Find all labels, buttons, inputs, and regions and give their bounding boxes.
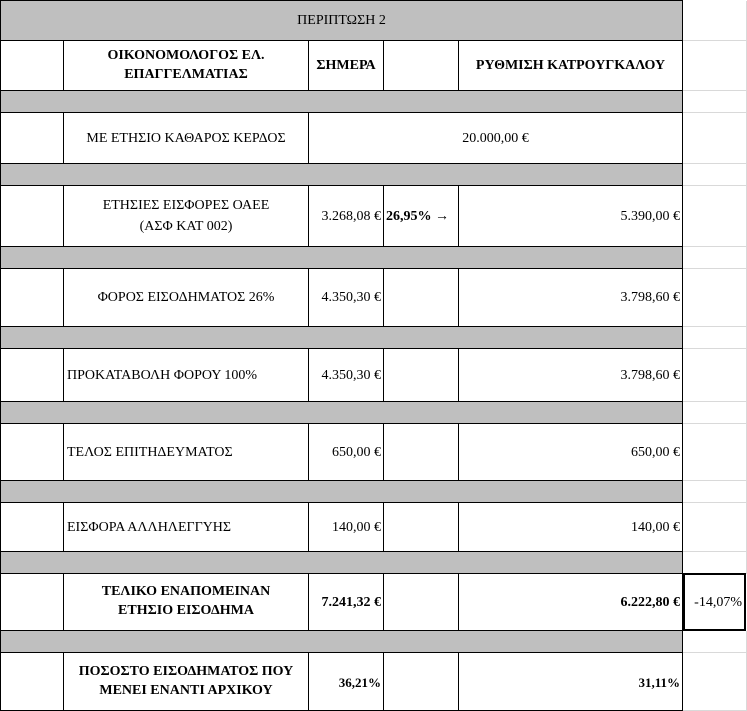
prepayment-label: ΠΡΟΚΑΤΑΒΟΛΗ ΦΟΡΟΥ 100% — [64, 349, 309, 402]
empty-cell — [683, 631, 747, 653]
separator-row — [1, 552, 683, 574]
empty-cell — [683, 653, 747, 711]
profit-value: 20.000,00 € — [309, 113, 683, 164]
separator-row — [1, 327, 683, 349]
empty-cell — [1, 113, 64, 164]
empty-cell — [1, 186, 64, 247]
header-profession: ΟΙΚΟΝΟΜΟΛΟΓΟΣ ΕΛ. ΕΠΑΓΓΕΛΜΑΤΙΑΣ — [64, 41, 309, 91]
header-reform: ΡΥΘΜΙΣΗ ΚΑΤΡΟΥΓΚΑΛΟΥ — [459, 41, 683, 91]
empty-cell — [683, 247, 747, 269]
final-income-today: 7.241,32 € — [309, 574, 384, 631]
solidarity-reform: 140,00 € — [459, 503, 683, 552]
empty-cell — [683, 503, 747, 552]
separator-row — [1, 481, 683, 503]
empty-cell — [683, 552, 747, 574]
percent-remaining-reform: 31,11% — [459, 653, 683, 711]
empty-cell — [384, 503, 459, 552]
empty-cell — [683, 349, 747, 402]
empty-cell — [683, 164, 747, 186]
empty-cell — [384, 41, 459, 91]
empty-cell — [1, 503, 64, 552]
header-today: ΣΗΜΕΡΑ — [309, 41, 384, 91]
separator-row — [1, 91, 683, 113]
empty-cell — [384, 269, 459, 327]
solidarity-today: 140,00 € — [309, 503, 384, 552]
solidarity-label: ΕΙΣΦΟΡΑ ΑΛΛΗΛΕΓΓΥΗΣ — [64, 503, 309, 552]
empty-cell — [683, 1, 747, 41]
percent-remaining-today: 36,21% — [309, 653, 384, 711]
empty-cell — [683, 41, 747, 91]
case-title: ΠΕΡΙΠΤΩΣΗ 2 — [1, 1, 683, 41]
income-tax-today: 4.350,30 € — [309, 269, 384, 327]
percent-remaining-label: ΠΟΣΟΣΤΟ ΕΙΣΟΔΗΜΑΤΟΣ ΠΟΥ ΜΕΝΕΙ ΕΝΑΝΤΙ ΑΡΧΙΚΟΥ — [64, 653, 309, 711]
empty-cell — [384, 653, 459, 711]
business-fee-label: ΤΕΛΟΣ ΕΠΙΤΗΔΕΥΜΑΤΟΣ — [64, 424, 309, 481]
oaee-reform: 5.390,00 € — [459, 186, 683, 247]
business-fee-reform: 650,00 € — [459, 424, 683, 481]
separator-row — [1, 402, 683, 424]
final-income-label: ΤΕΛΙΚΟ ΕΝΑΠΟΜΕΙΝΑΝ ΕΤΗΣΙΟ ΕΙΣΟΔΗΜΑ — [64, 574, 309, 631]
profit-label: ΜΕ ΕΤΗΣΙΟ ΚΑΘΑΡΟΣ ΚΕΡΔΟΣ — [64, 113, 309, 164]
final-income-change: -14,07% — [683, 573, 746, 631]
oaee-rate: 26,95% → — [384, 186, 459, 247]
empty-cell — [683, 269, 747, 327]
separator-row — [1, 164, 683, 186]
empty-cell — [384, 574, 459, 631]
income-tax-label: ΦΟΡΟΣ ΕΙΣΟΔΗΜΑΤΟΣ 26% — [64, 269, 309, 327]
empty-cell — [683, 186, 747, 247]
prepayment-today: 4.350,30 € — [309, 349, 384, 402]
empty-cell — [683, 91, 747, 113]
income-tax-reform: 3.798,60 € — [459, 269, 683, 327]
oaee-label: ΕΤΗΣΙΕΣ ΕΙΣΦΟΡΕΣ ΟΑΕΕ (ΑΣΦ ΚΑΤ 002) — [64, 186, 309, 247]
oaee-today: 3.268,08 € — [309, 186, 384, 247]
empty-cell — [1, 574, 64, 631]
empty-cell — [683, 424, 747, 481]
business-fee-today: 650,00 € — [309, 424, 384, 481]
empty-cell — [384, 424, 459, 481]
empty-cell — [683, 481, 747, 503]
empty-cell — [384, 349, 459, 402]
separator-row — [1, 631, 683, 653]
empty-cell — [1, 424, 64, 481]
empty-cell — [683, 327, 747, 349]
separator-row — [1, 247, 683, 269]
empty-cell — [1, 653, 64, 711]
empty-cell — [683, 113, 747, 164]
empty-cell — [1, 41, 64, 91]
prepayment-reform: 3.798,60 € — [459, 349, 683, 402]
empty-cell — [683, 402, 747, 424]
empty-cell — [1, 269, 64, 327]
final-income-reform: 6.222,80 € — [459, 574, 683, 631]
empty-cell — [1, 349, 64, 402]
